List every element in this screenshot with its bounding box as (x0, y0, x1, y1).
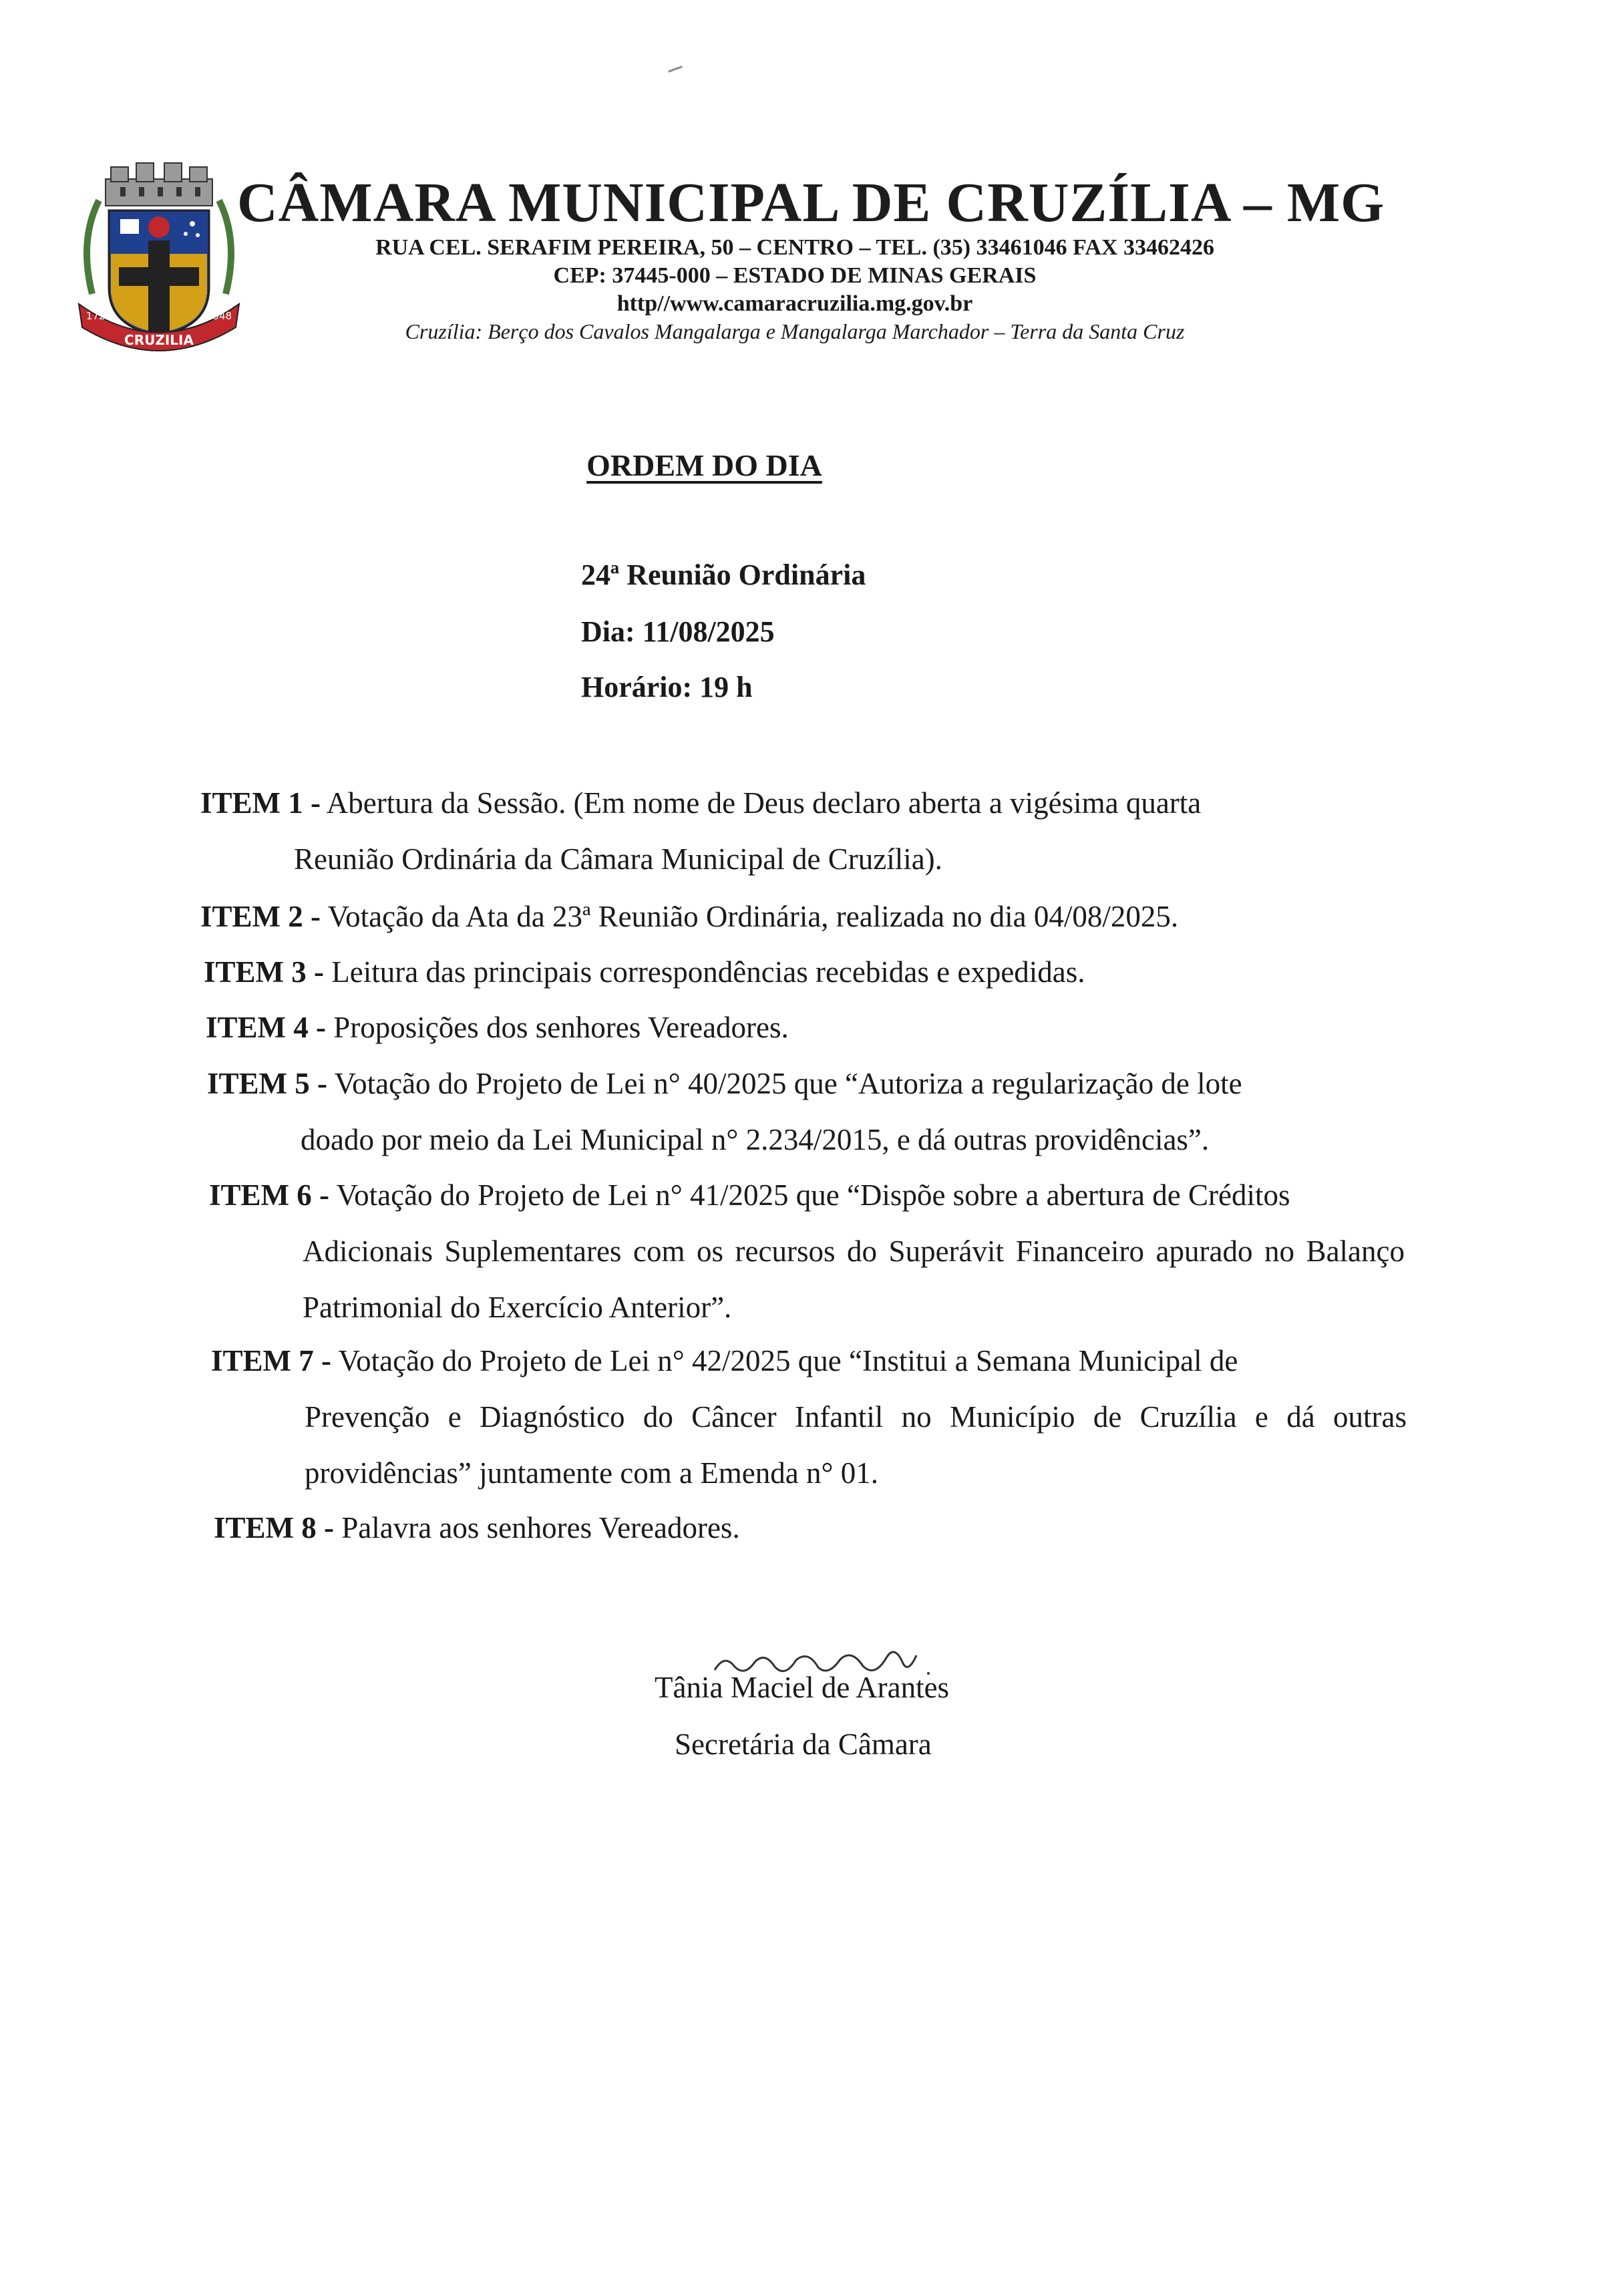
agenda-item-text: Proposições dos senhores Vereadores. (333, 1011, 789, 1044)
institution-title: CÂMARA MUNICIPAL DE CRUZÍLIA – MG (237, 172, 1385, 234)
agenda-item-text: Abertura da Sessão. (Em nome de Deus declaro aberta a vigésima quarta (326, 786, 1202, 820)
agenda-item-text: Votação do Projeto de Lei n° 41/2025 que “Dispõe sobre a abertura de Créditos (336, 1178, 1290, 1212)
signatory-role: Secretária da Câmara (675, 1728, 932, 1761)
agenda-item-label: ITEM 8 - (214, 1511, 334, 1544)
institution-motto: Cruzília: Berço dos Cavalos Mangalarga e Mangalarga Marchador – Terra da Santa Cruz (405, 319, 1185, 343)
agenda-item-label: ITEM 7 - (211, 1344, 331, 1377)
agenda-item-text: Votação do Projeto de Lei n° 42/2025 que “Institui a Semana Municipal de (338, 1344, 1238, 1377)
agenda-item-continuation: doado por meio da Lei Municipal n° 2.234/2015, e dá outras providências”. (301, 1123, 1210, 1156)
scan-speck (668, 65, 683, 72)
meeting-time: Horário: 19 h (581, 671, 753, 703)
agenda-item-label: ITEM 6 - (209, 1178, 329, 1212)
crest-ribbon-text: CRUZILIA (124, 332, 194, 348)
agenda-item-label: ITEM 4 - (206, 1011, 326, 1044)
agenda-item-8 (214, 1500, 1409, 1556)
agenda-item-text: Votação do Projeto de Lei n° 40/2025 que “Autoriza a regularização de lote (334, 1067, 1242, 1100)
agenda-item-continuation: Adicionais Suplementares com os recursos do Superávit Financeiro apurado no Balanço Patrimonial do Exercício Anterior”. (303, 1235, 1405, 1324)
agenda-item-5 (207, 1055, 1403, 1168)
agenda-item-text: Leitura das principais correspondências recebidas e expedidas. (331, 955, 1085, 989)
agenda-item-6 (209, 1167, 1405, 1335)
agenda-item-4 (206, 999, 1408, 1055)
agenda-item-7 (211, 1333, 1407, 1501)
meeting-date: Dia: 11/08/2025 (581, 615, 775, 648)
document-title: ORDEM DO DIA (586, 448, 822, 482)
crest-year-right: 1948 (206, 310, 232, 322)
institution-address: RUA CEL. SERAFIM PEREIRA, 50 – CENTRO – TEL. (35) 33461046 FAX 33462426 (375, 235, 1214, 260)
signatory-name: Tânia Maciel de Arantes (655, 1671, 950, 1704)
institution-cep: CEP: 37445-000 – ESTADO DE MINAS GERAIS (553, 263, 1037, 288)
agenda-item-text: Votação da Ata da 23ª Reunião Ordinária, realizada no dia 04/08/2025. (327, 900, 1179, 933)
agenda-item-label: ITEM 2 - (200, 900, 321, 933)
agenda-item-label: ITEM 5 - (207, 1067, 327, 1100)
agenda-item-continuation: Prevenção e Diagnóstico do Câncer Infantil no Município de Cruzília e dá outras providências” juntamente com a Emenda n° 01. (305, 1400, 1407, 1490)
agenda-item-1 (200, 775, 1403, 887)
coat-of-arms-icon (72, 160, 246, 361)
agenda-item-3 (204, 944, 1406, 1000)
agenda-item-text: Palavra aos senhores Vereadores. (341, 1511, 740, 1544)
crest-year-left: 1720 (85, 310, 112, 322)
agenda-item-label: ITEM 3 - (204, 955, 324, 989)
agenda-item-label: ITEM 1 - (200, 786, 321, 820)
institution-website: http//www.camaracruzilia.mg.gov.br (616, 291, 973, 316)
meeting-name: 24ª Reunião Ordinária (581, 558, 866, 591)
agenda-item-2 (200, 888, 1403, 945)
agenda-item-continuation: Reunião Ordinária da Câmara Municipal de Cruzília). (294, 842, 942, 876)
